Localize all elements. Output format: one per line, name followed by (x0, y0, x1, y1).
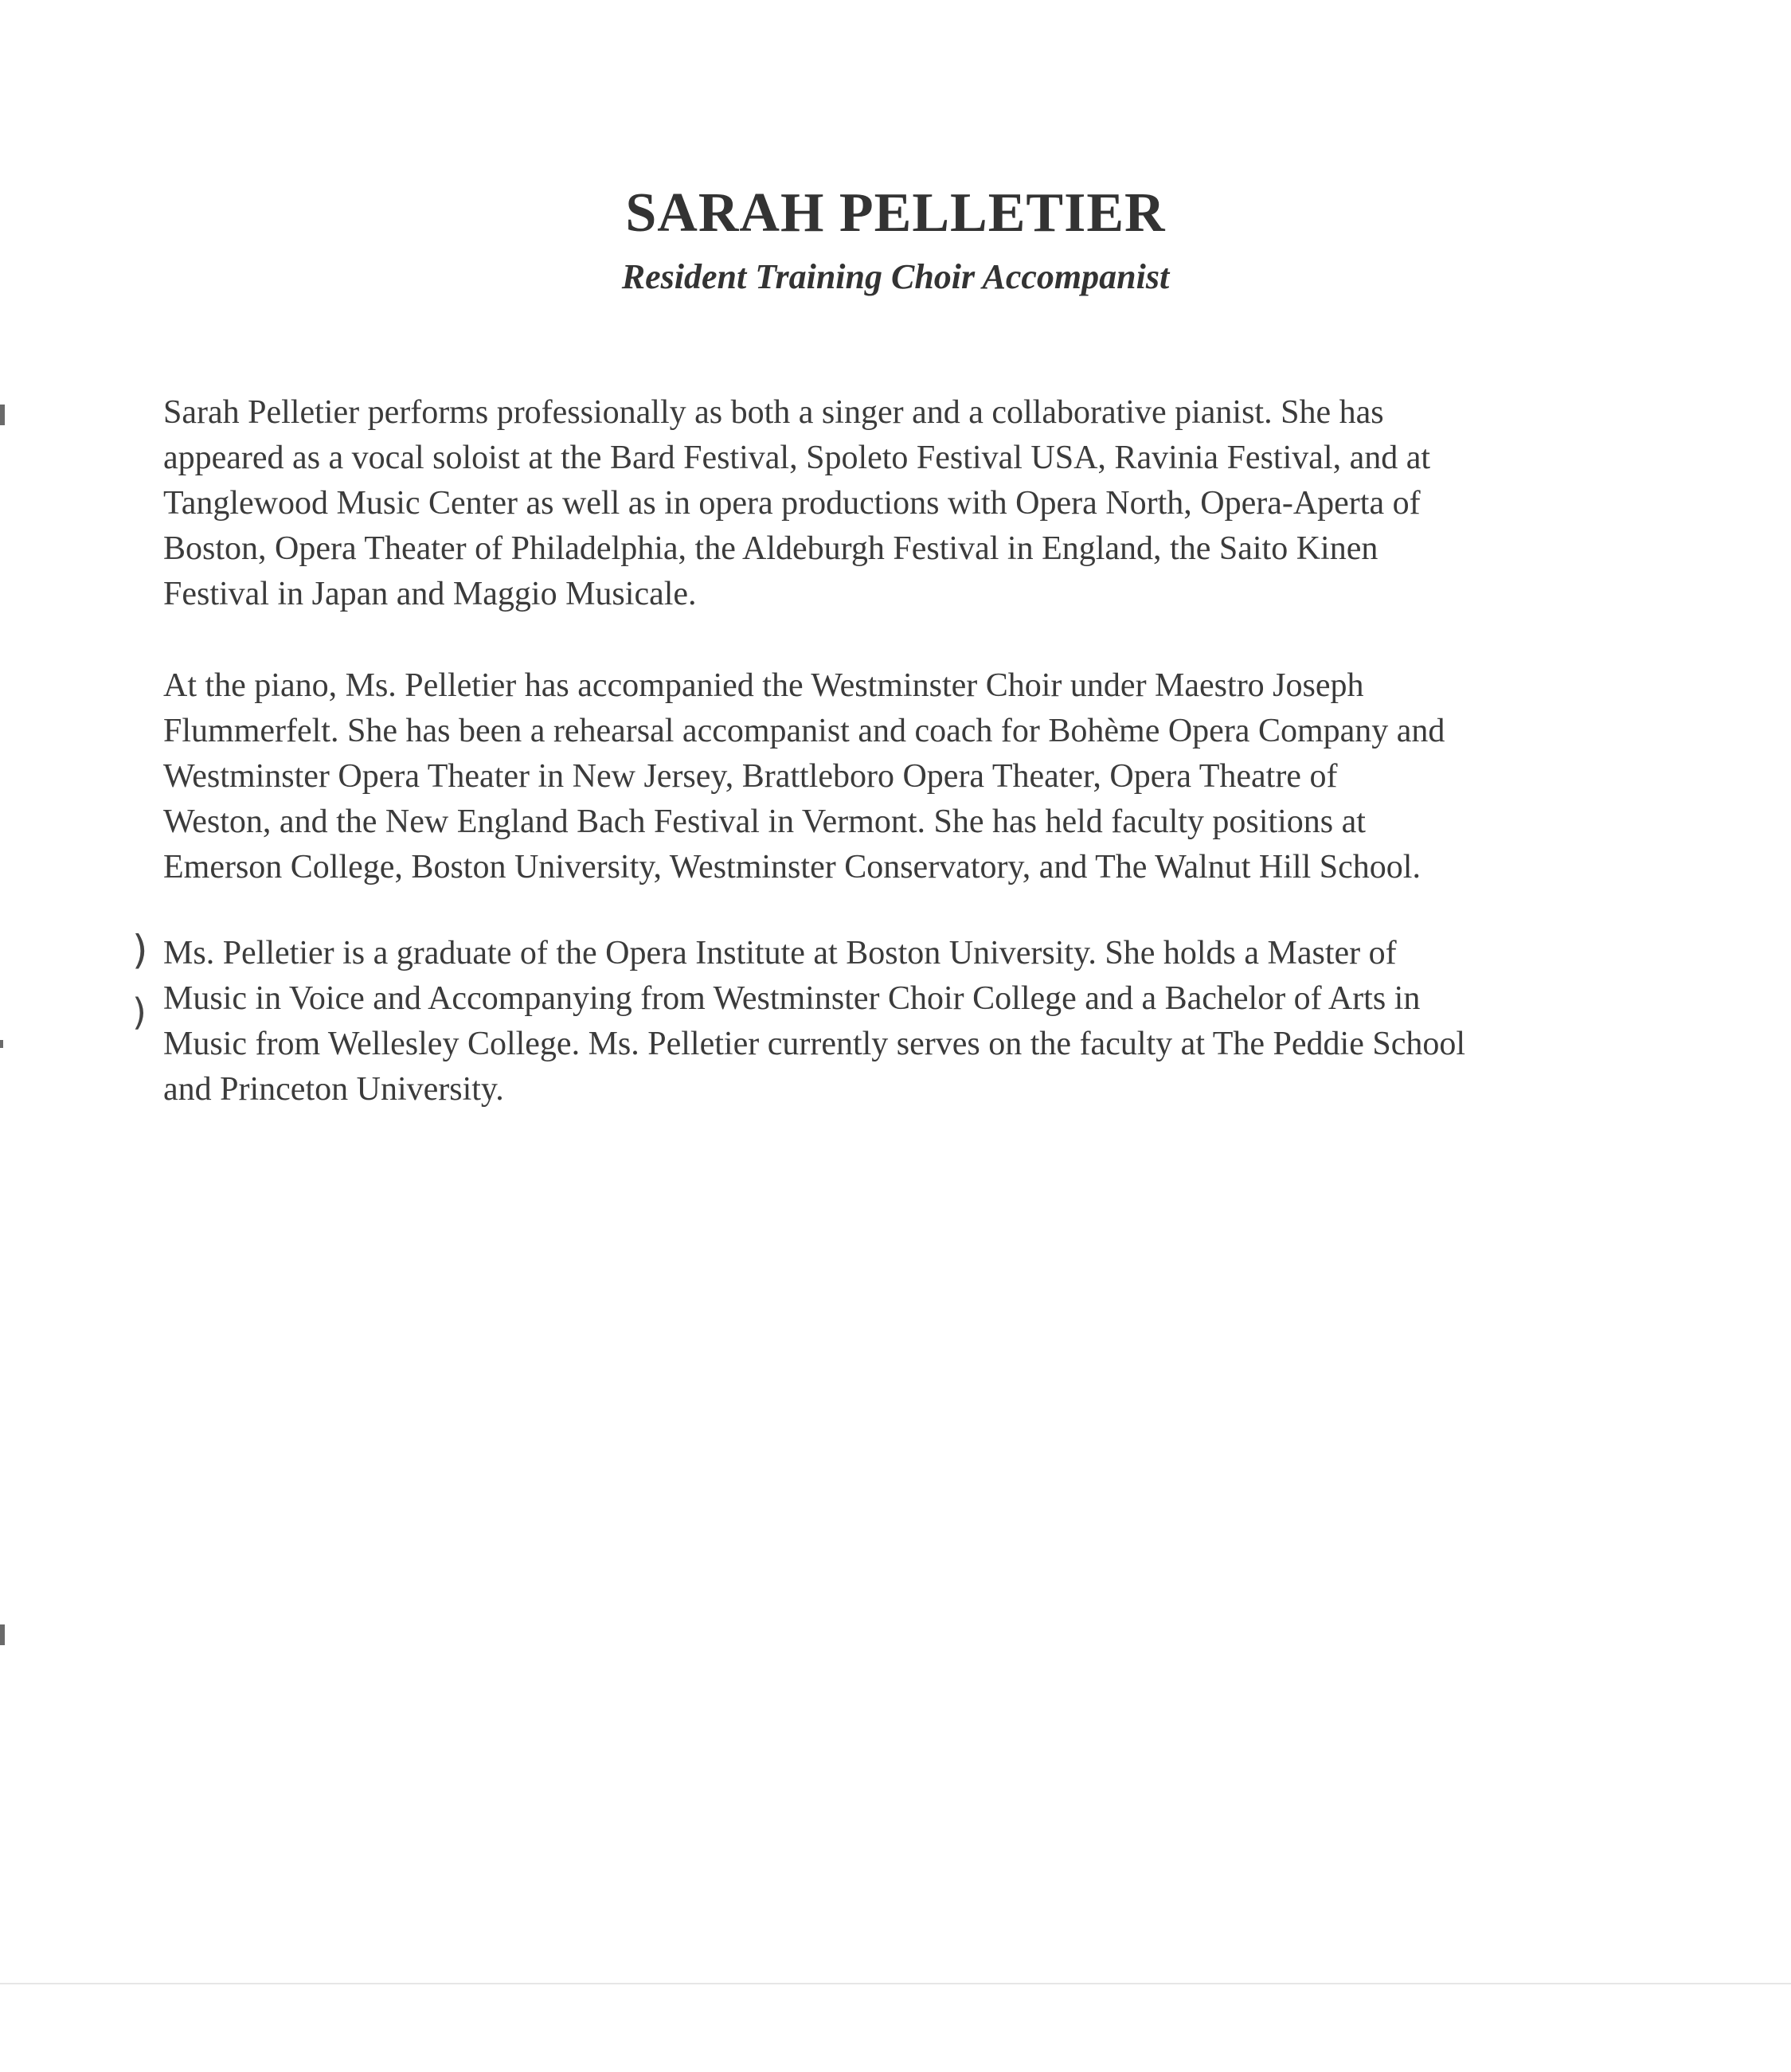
paragraph-line: Tanglewood Music Center as well as in opera productions with Opera North, Opera-Aperta of (163, 485, 1421, 522)
paragraph-line: Ms. Pelletier is a graduate of the Opera Institute at Boston University. She holds a Master of (163, 935, 1397, 971)
bio-paragraph-performing (163, 390, 1676, 617)
paragraph-line: Flummerfelt. She has been a rehearsal accompanist and coach for Bohème Opera Company and (163, 713, 1445, 749)
handwritten-bracket-mark: ) (132, 927, 148, 973)
bio-paragraph-education (163, 931, 1676, 1112)
edge-mark-middle (0, 1040, 3, 1048)
edge-mark-top (0, 405, 5, 425)
document-title: SARAH PELLETIER (625, 182, 1166, 244)
paragraph-line: Westminster Opera Theater in New Jersey, Brattleboro Opera Theater, Opera Theatre of (163, 758, 1338, 795)
document-subtitle: Resident Training Choir Accompanist (621, 257, 1170, 296)
edge-mark-bottom (0, 1624, 5, 1645)
paragraph-line: Emerson College, Boston University, Westminster Conservatory, and The Walnut Hill School. (163, 849, 1421, 885)
paragraph-line: Music in Voice and Accompanying from Westminster Choir College and a Bachelor of Arts in (163, 980, 1421, 1017)
paragraph-line: appeared as a vocal soloist at the Bard Festival, Spoleto Festival USA, Ravinia Festival, and at (163, 440, 1431, 476)
paragraph-line: Boston, Opera Theater of Philadelphia, the Aldeburgh Festival in England, the Saito Kinen (163, 530, 1378, 567)
paragraph-line: Music from Wellesley College. Ms. Pelletier currently serves on the faculty at The Peddie School (163, 1026, 1466, 1062)
paragraph-line: At the piano, Ms. Pelletier has accompanied the Westminster Choir under Maestro Joseph (163, 667, 1364, 704)
paragraph-line: Weston, and the New England Bach Festival in Vermont. She has held faculty positions at (163, 803, 1366, 840)
paragraph-line: Festival in Japan and Maggio Musicale. (163, 576, 697, 612)
bio-paragraph-piano (163, 663, 1676, 890)
handwritten-bracket-mark: ) (132, 991, 147, 1034)
paragraph-line: and Princeton University. (163, 1071, 504, 1108)
scan-artifact-line (0, 1983, 1791, 1984)
paragraph-line: Sarah Pelletier performs professionally as both a singer and a collaborative pianist. She has (163, 394, 1384, 431)
